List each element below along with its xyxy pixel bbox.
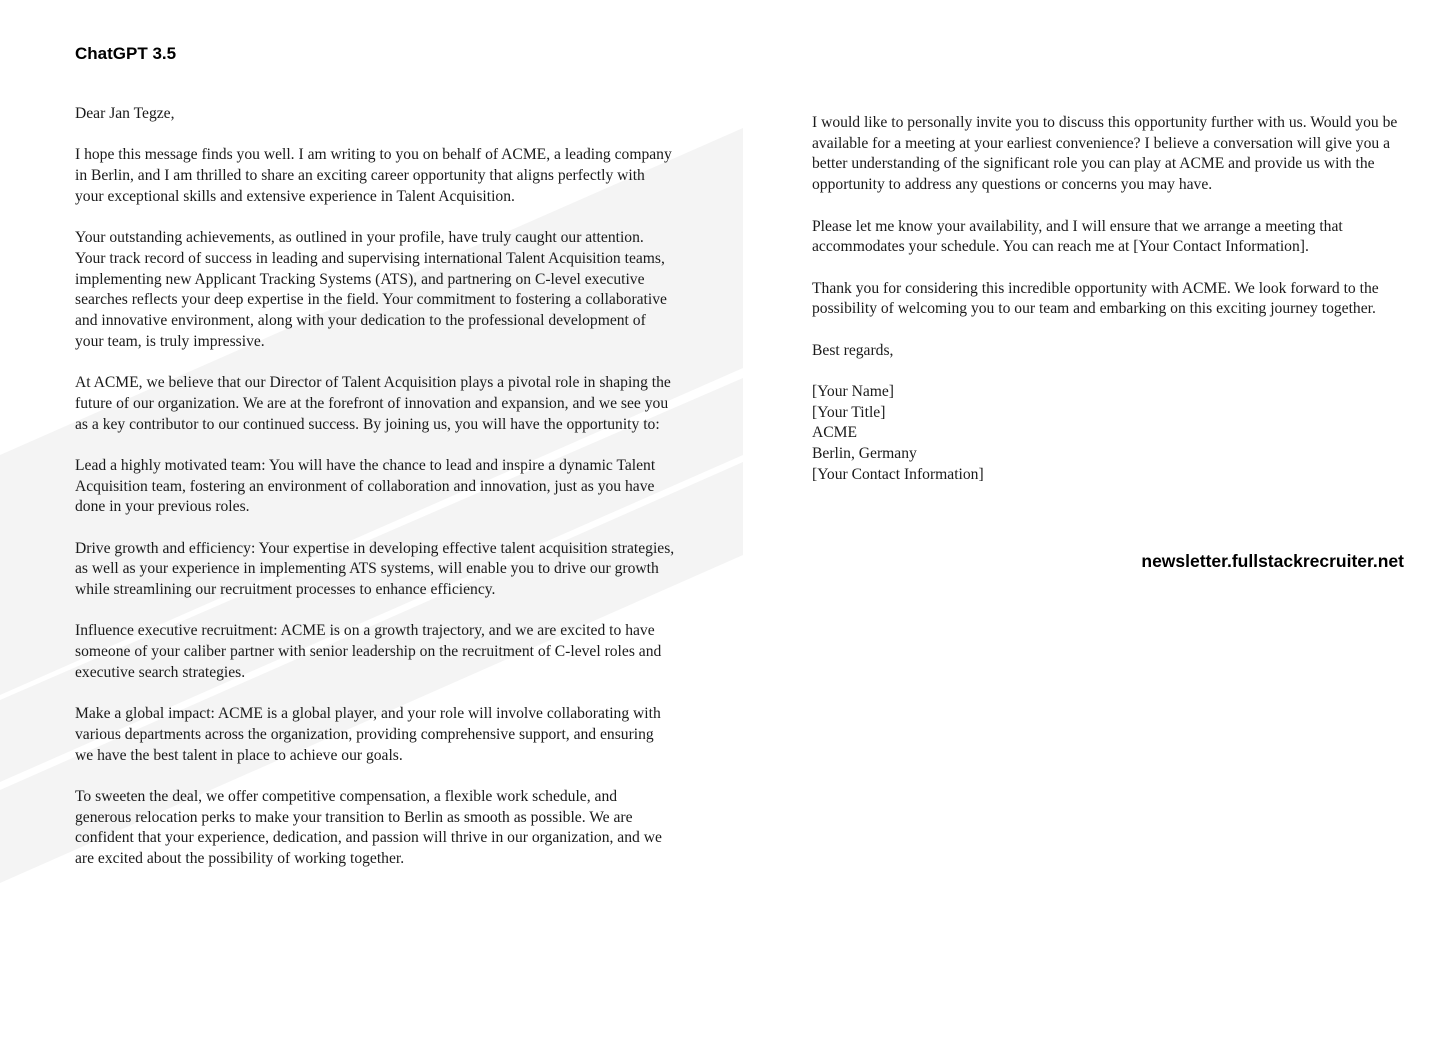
letter-paragraph: Make a global impact: ACME is a global player, and your role will involve collaborating with various departments across the organization, providing comprehensive support, and ensuring we have the best talent in place to achieve our goals. <box>75 705 661 764</box>
letter-paragraph: Drive growth and efficiency: Your expertise in developing effective talent acquisition strategies, as well as your experience in implementing ATS systems, will enable you to drive our growth while streamlining our recruitment processes to enhance efficiency. <box>75 539 675 599</box>
signature-contact: [Your Contact Information] <box>812 465 984 483</box>
page-title: ChatGPT 3.5 <box>75 44 177 63</box>
letter-paragraph: Lead a highly motivated team: You will have the chance to lead and inspire a dynamic Talent Acquisition team, fostering an environment of collaboration and innovation, just as you have done in your previous roles. <box>75 456 656 516</box>
letter-column-left <box>75 104 675 891</box>
signature-company: ACME <box>812 424 858 442</box>
salutation: Dear Jan Tegze, <box>75 105 175 122</box>
letter-paragraph: Your outstanding achievements, as outlined in your profile, have truly caught our attention. Your track record of success in leading and supervising international Talent Acquisition teams, implementing new Applicant Tracking Systems (ATS), and partnering on C-level executive searches reflects your deep expertise in the field. Your commitment to fostering a collaborative and innovative environment, along with your dedication to the professional development of your team, is truly impressive. <box>75 229 667 350</box>
letter-paragraph: I would like to personally invite you to discuss this opportunity further with us. Would you be available for a meeting at your earliest convenience? I believe a conversation will give you a better understanding of the significant role you can play at ACME and provide us with the opportunity to address any questions or concerns you may have. <box>812 114 1398 194</box>
signature-title: [Your Title] <box>812 403 886 421</box>
closing: Best regards, <box>812 341 894 359</box>
signature-name: [Your Name] <box>812 383 895 401</box>
signature-location: Berlin, Germany <box>812 445 917 463</box>
letter-paragraph: At ACME, we believe that our Director of Talent Acquisition plays a pivotal role in shaping the future of our organization. We are at the forefront of innovation and expansion, and we see you as a key contributor to our continued success. By joining us, you will have the opportunity to: <box>75 374 671 433</box>
letter-column-right <box>812 113 1412 486</box>
letter-paragraph: Thank you for considering this incredible opportunity with ACME. We look forward to the possibility of welcoming you to our team and embarking on this exciting journey together. <box>812 279 1379 318</box>
letter-paragraph: Please let me know your availability, and I will ensure that we arrange a meeting that accommodates your schedule. You can reach me at [Your Contact Information]. <box>812 217 1343 256</box>
letter-paragraph: To sweeten the deal, we offer competitive compensation, a flexible work schedule, and generous relocation perks to make your transition to Berlin as smooth as possible. We are confident that your experience, dedication, and passion will thrive in our organization, and we are excited about the possibility of working together. <box>75 788 662 868</box>
letter-paragraph: Influence executive recruitment: ACME is on a growth trajectory, and we are excited to have someone of your caliber partner with senior leadership on the recruitment of C-level roles and executive search strategies. <box>75 622 662 681</box>
signature-block <box>812 382 1412 486</box>
brand-url: newsletter.fullstackrecruiter.net <box>1141 551 1404 571</box>
letter-paragraph: I hope this message finds you well. I am writing to you on behalf of ACME, a leading company in Berlin, and I am thrilled to share an exciting career opportunity that aligns perfectly with your exceptional skills and extensive experience in Talent Acquisition. <box>75 146 672 205</box>
